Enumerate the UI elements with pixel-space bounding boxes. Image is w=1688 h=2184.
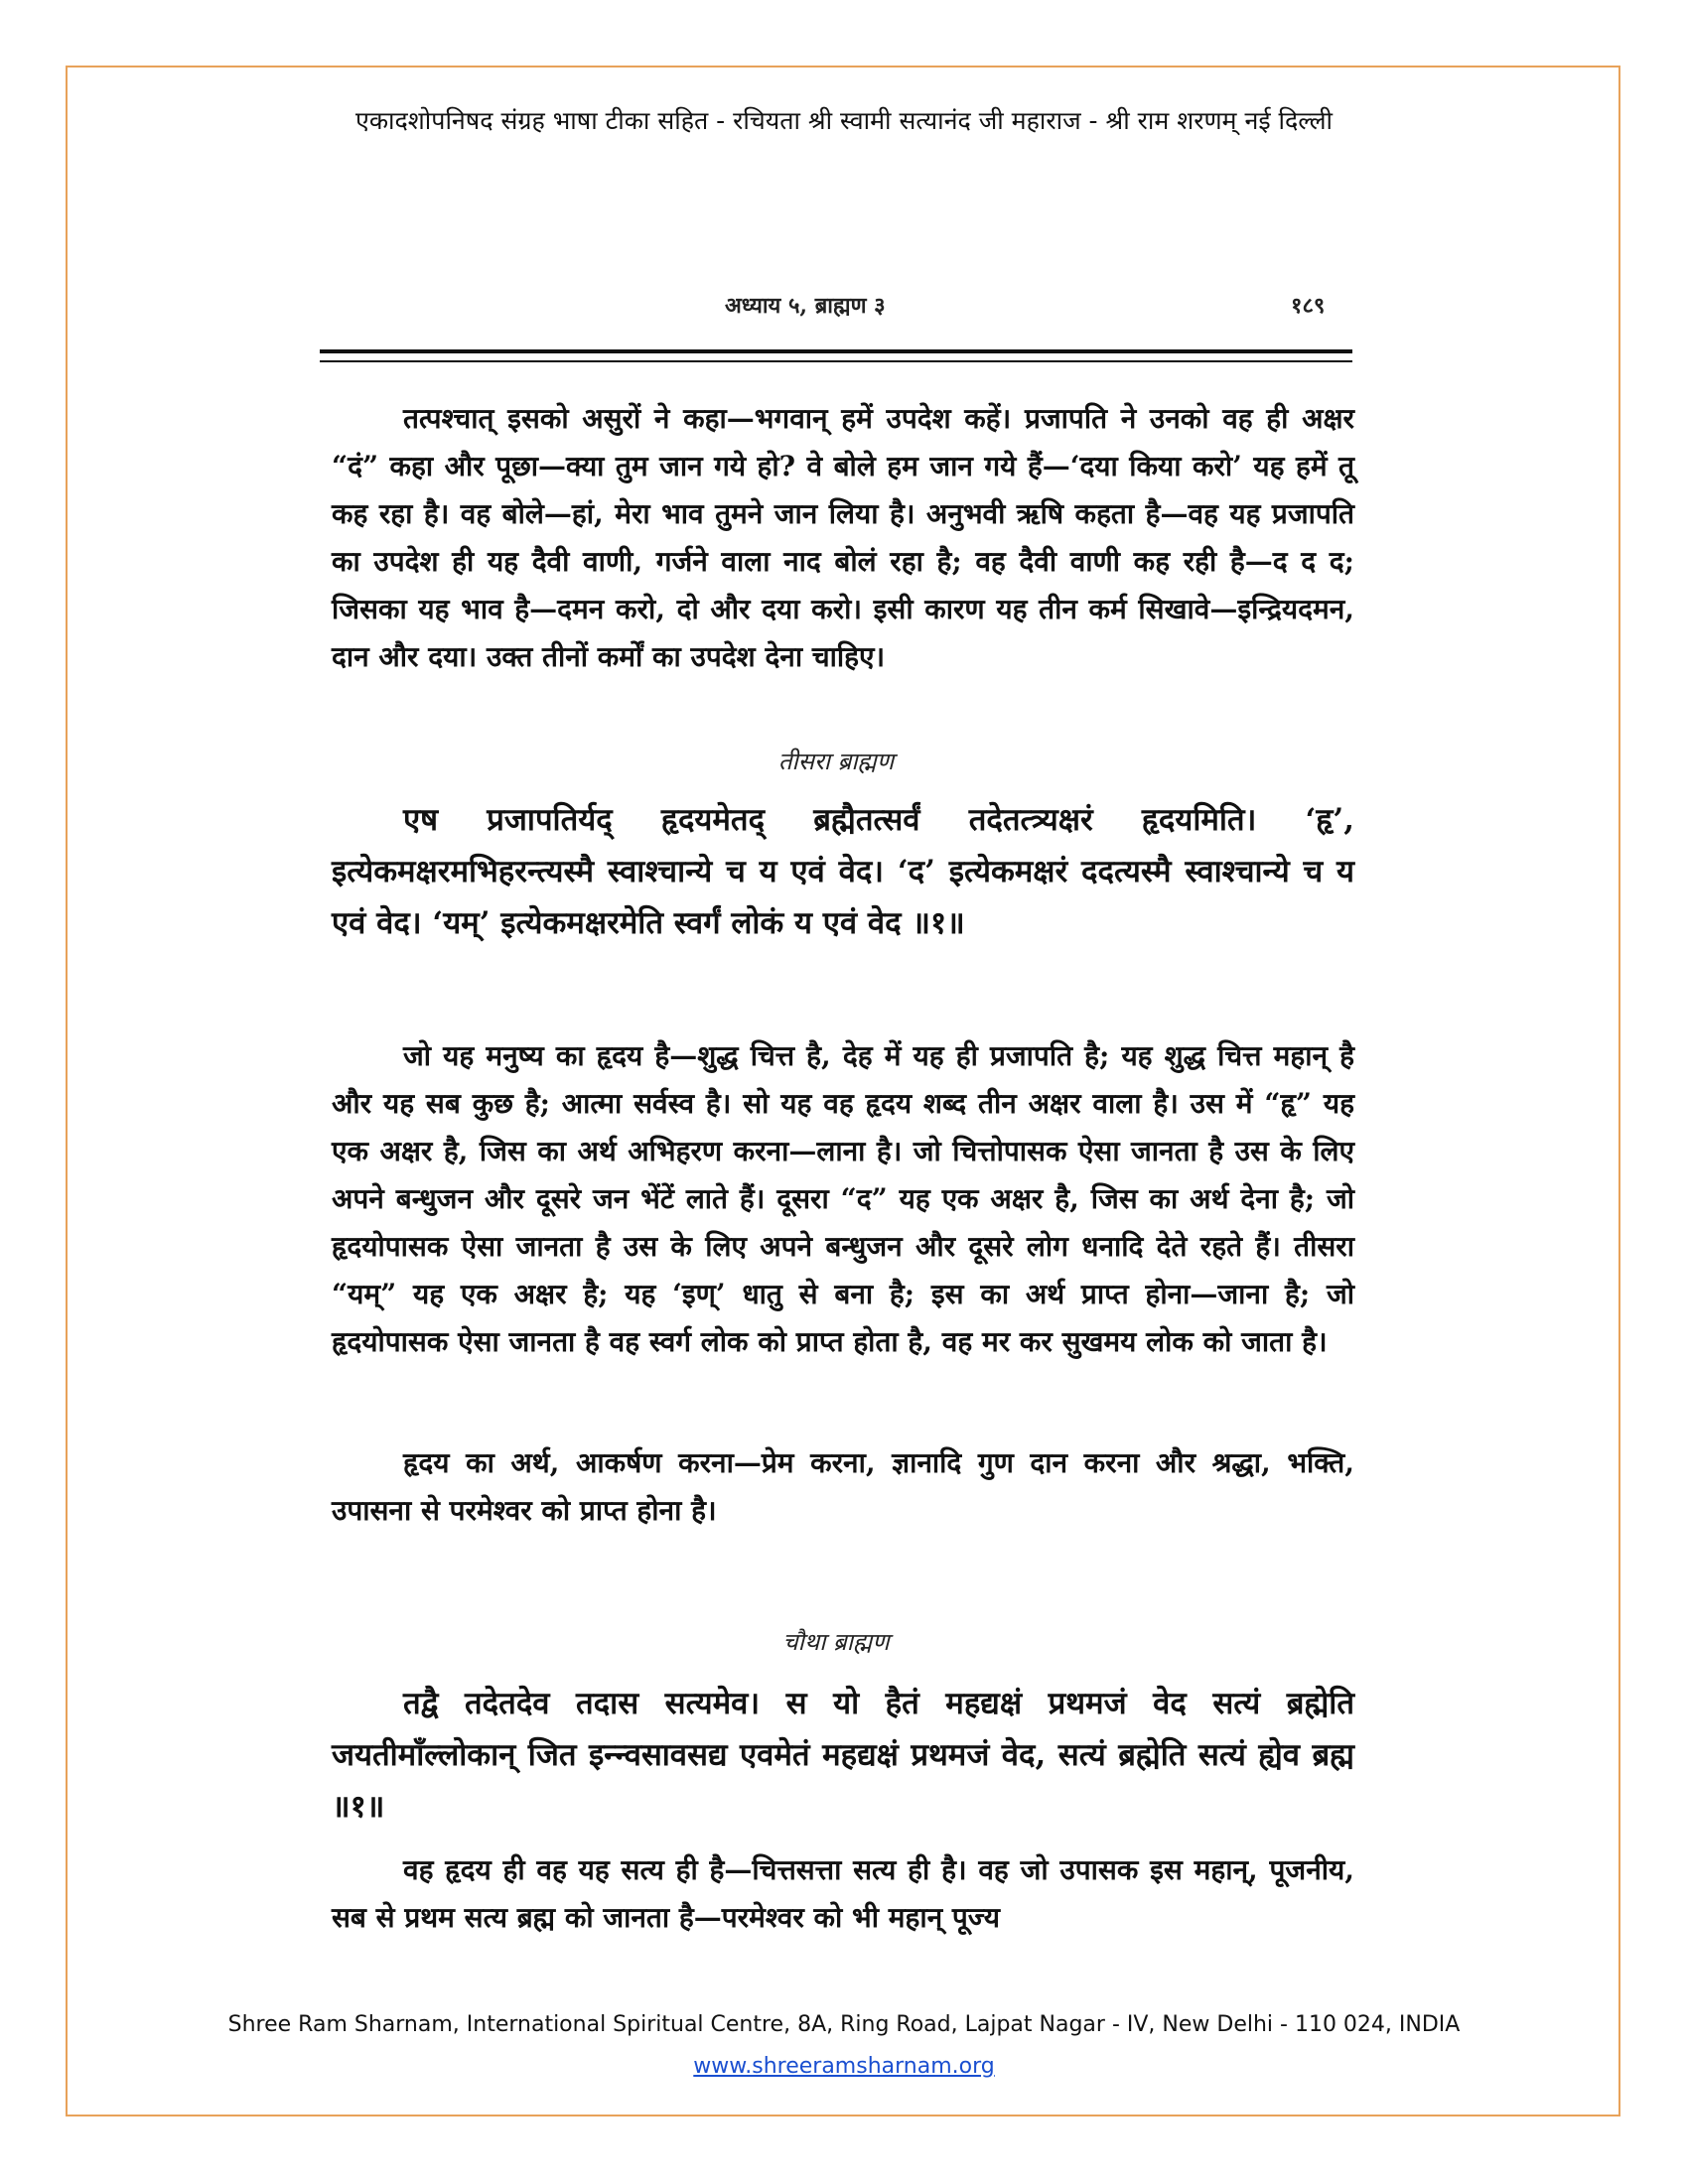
mantra-verse-2: तद्वै तदेतदेव तदास सत्यमेव। स यो हैतं महद्यक्षं प्रथमजं वेद सत्यं ब्रह्मेति जयतीमाँल्लोकान् जित इन्न्वसावसद्य एवमेतं महद्यक्षं प्रथमजं वेद, सत्यं ब्रह्मेति सत्यं ह्येव ब्रह्म ॥१॥ bbox=[332, 1686, 1354, 1825]
header-rule-thin bbox=[320, 360, 1352, 362]
footer-address: Shree Ram Sharnam, International Spiritual Centre, 8A, Ring Road, Lajpat Nagar - IV, New Delhi - 110 024, INDIA bbox=[227, 2012, 1461, 2037]
commentary-paragraph-2: जो यह मनुष्य का हृदय है—शुद्ध चित्त है, देह में यह ही प्रजापति है; यह शुद्ध चित्त महान् है और यह सब कुछ है; आत्मा सर्वस्व है। सो यह वह हृदय शब्द तीन अक्षर वाला है। उस में “हृ” यह एक अक्षर है, जिस का अर्थ अभिहरण करना—लाना है। जो चित्तोपासक ऐसा जानता है उस के लिए अपने बन्धुजन और दूसरे जन भेंटें लाते हैं। दूसरा “द” यह एक अक्षर है, जिस का अर्थ देना है; जो हृदयोपासक ऐसा जानता है उस के लिए अपने बन्धुजन और दूसरे लोग धनादि देते रहते हैं। तीसरा “यम्” यह एक अक्षर है; यह ‘इण्’ धातु से बना है; इस का अर्थ प्राप्त होना—जाना है; जो हृदयोपासक ऐसा जानता है वह स्वर्ग लोक को प्राप्त होता है, वह मर कर सुखमय लोक को जाता है। bbox=[332, 1039, 1354, 1358]
commentary-paragraph-3: हृदय का अर्थ, आकर्षण करना—प्रेम करना, ज्ञानादि गुण दान करना और श्रद्धा, भक्ति, उपासना से परमेश्वर को प्राप्त होना है। bbox=[332, 1446, 1354, 1527]
section-title-third-brahmana: तीसरा ब्राह्मण bbox=[777, 748, 895, 775]
chapter-reference: अध्याय ५, ब्राह्मण ३ bbox=[725, 293, 886, 319]
website-link[interactable]: www.shreeramsharnam.org bbox=[693, 2054, 995, 2079]
page-number: १८९ bbox=[1291, 293, 1326, 319]
document-header: एकादशोपनिषद संग्रह भाषा टीका सहित - रचियता श्री स्वामी सत्यानंद जी महाराज - श्री राम शरणम् नई दिल्ली bbox=[355, 106, 1333, 135]
commentary-paragraph-4: वह हृदय ही वह यह सत्य ही है—चित्तसत्ता सत्य ही है। वह जो उपासक इस महान्, पूजनीय, सब से प्रथम सत्य ब्रह्म को जानता है—परमेश्वर को भी महान् पूज्य bbox=[332, 1853, 1354, 1934]
mantra-verse-1: एष प्रजापतिर्यद् हृदयमेतद् ब्रह्मैतत्सर्वं तदेतत्त्र्यक्षरं हृदयमिति। ‘हृ’, इत्येकमक्षरमभिहरन्त्यस्मै स्वाश्चान्ये च य एवं वेद। ‘द’ इत्येकमक्षरं ददत्यस्मै स्वाश्चान्ये च य एवं वेद। ‘यम्’ इत्येकमक्षरमेति स्वर्गं लोकं य एवं वेद ॥१॥ bbox=[332, 802, 1354, 941]
footer-website bbox=[0, 2054, 1688, 2079]
commentary-paragraph-1: तत्पश्चात् इसको असुरों ने कहा—भगवान् हमें उपदेश कहें। प्रजापति ने उनको वह ही अक्षर “दं” कहा और पूछा—क्या तुम जान गये हो? वे बोले हम जान गये हैं—‘दया किया करो’ यह हमें तू कह रहा है। वह बोले—हां, मेरा भाव तुमने जान लिया है। अनुभवी ऋषि कहता है—वह यह प्रजापति का उपदेश ही यह दैवी वाणी, गर्जने वाला नाद बोलं रहा है; वह दैवी वाणी कह रही है—द द द; जिसका यह भाव है—दमन करो, दो और दया करो। इसी कारण यह तीन कर्म सिखावे—इन्द्रियदमन, दान और दया। उक्त तीनों कर्मों का उपदेश देना चाहिए। bbox=[332, 402, 1354, 673]
section-title-fourth-brahmana: चौथा ब्राह्मण bbox=[782, 1628, 890, 1656]
header-rule-thick bbox=[320, 349, 1352, 353]
scanned-page bbox=[320, 199, 1407, 1971]
